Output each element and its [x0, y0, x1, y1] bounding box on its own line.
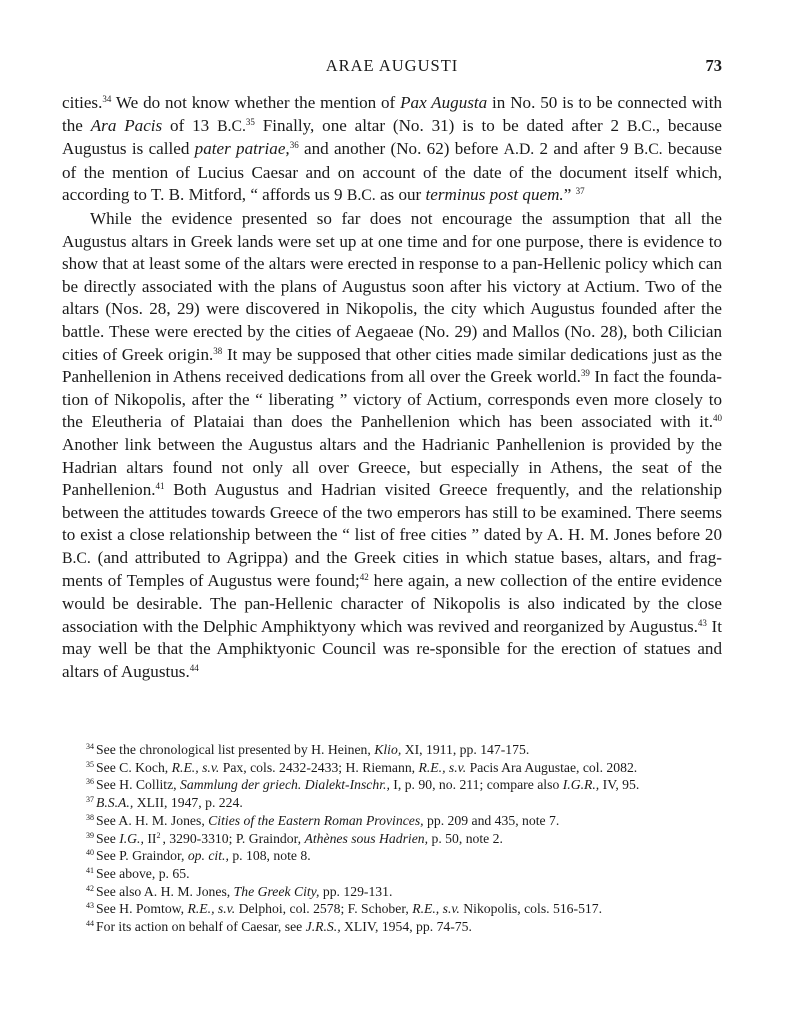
footnote-ref-44: 44: [189, 662, 199, 673]
footnote-ref-36: 36: [289, 140, 299, 151]
footnote-42: $^{42}$ See also A. H. M. Jones, The Greek City, pp. 129-131.: [86, 883, 393, 899]
footnote-36: $^{36}$ See H. Collitz, Sammlung der griech. Dialekt-Inschr., I, p. 90, no. 211; compare also I.G.R., IV, 95.: [86, 777, 640, 793]
page-number: 73: [705, 56, 722, 75]
footnote-34: $^{34}$ See the chronological list presented by H. Heinen, Klio, XI, 1911, pp. 147-175.: [86, 742, 530, 757]
footnote-ref-40: 40: [713, 413, 722, 424]
footnote-ref-43: 43: [697, 617, 707, 628]
footnote-39: $^{39}$ See I.G., II$^2$ , 3290-3310; P. Graindor, Athènes sous Hadrien, p. 50, note 2.: [86, 830, 503, 846]
footnote-35: $^{35}$ See C. Koch, R.E., s.v. Pax, cols. 2432-2433; H. Riemann, R.E., s.v. Pacis Ara Augustae, col. 2082.: [86, 759, 638, 775]
body-text: [62, 92, 722, 683]
footnote-ref-34: 34: [102, 94, 112, 104]
footnote-44: $^{44}$ For its action on behalf of Caesar, see J.R.S., XLIV, 1954, pp. 74-75.: [86, 919, 472, 935]
paragraph-1: cities.$^{34}$ We do not know whether the mention of Pax Augusta in No. 50 is to be connected with the Ara Pacis of 13 B.C.$^{35}$ Finally, one altar (No. 31) is to be dated after 2 B.C., because Augustus is called pater patriae,$^{36}$ and another (No. 62) before A.D. 2 and after 9 B.C. because of the mention of Lucius Caesar and on account of the date of the document itself which, according to T. B. Mitford, “ affords us 9 B.C. as our terminus post quem.” $^{37}$: [62, 93, 722, 205]
footnotes: [62, 741, 722, 936]
running-title: ARAE AUGUSTI: [325, 56, 459, 75]
running-head: [62, 56, 722, 78]
footnote-38: $^{38}$ See A. H. M. Jones, Cities of the Eastern Roman Provinces, pp. 209 and 435, note 7.: [86, 812, 560, 828]
footnote-ref-38: 38: [213, 345, 223, 356]
footnote-37: $^{37}$ B.S.A., XLII, 1947, p. 224.: [86, 795, 243, 811]
footnote-ref-42: 42: [359, 572, 369, 583]
footnote-ref-37: 37: [575, 186, 585, 197]
footnote-41: $^{41}$ See above, p. 65.: [86, 865, 190, 881]
footnote-40: $^{40}$ See P. Graindor, op. cit., p. 108, note 8.: [86, 848, 311, 864]
paragraph-2: While the evidence presented so far does not encourage the assumption that all the Augustus altars in Greek lands were set up at one time and for one purpose, there is evidence to show that at least some of the altars were erected in response to a pan-Hellenic policy which can be directly associated with the plans of Augustus soon after his victory at Actium. Two of the altars (Nos. 28, 29) were discovered in Nikopolis, the city which Augustus founded after the battle. These were erected by the cities of Aegaeae (No. 29) and Mallos (No. 28), both Cilician cities of Greek origin.$^{38}$ It may be supposed that other cities made similar dedications just as the Panhellenion in Athens received dedications from all over the Greek world.$^{39}$ In fact the founda-tion of Nikopolis, after the “ liberating ” victory of Actium, corresponds even more closely to the Eleutheria of Plataiai than does the Panhellenion which has been associated with it.$^{40}$ Another link between the Augustus altars and the Hadrianic Panhellenion is provided by the Hadrian altars found not only all over Greece, but especially in Athens, the seat of the Panhellenion.$^{41}$ Both Augustus and Hadrian visited Greece frequently, and the relationship between the attitudes towards Greece of the two emperors has still to be examined. There seems to exist a close relationship between the “ list of free cities ” dated by A. H. M. Jones before 20 B.C. (and attributed to Agrippa) and the Greek cities in which statue bases, altars, and frag-ments of Temples of Augustus were found;$^{42}$ here again, a new collection of the entire evidence would be desirable. The pan-Hellenic character of Nikopolis is also indicated by the close association with the Delphic Amphiktyony which was revived and reorganized by Augustus.$^{43}$ It may well be that the Amphiktyonic Council was re-sponsible for the erection of statues and altars of Augustus.$^{44}$: [62, 208, 722, 681]
footnote-ref-39: 39: [580, 368, 590, 379]
footnote-ref-41: 41: [155, 481, 165, 492]
footnote-43: $^{43}$ See H. Pomtow, R.E., s.v. Delphoi, col. 2578; F. Schober, R.E., s.v. Nikopolis, cols. 516-517.: [86, 901, 603, 917]
footnote-ref-35: 35: [245, 116, 255, 127]
